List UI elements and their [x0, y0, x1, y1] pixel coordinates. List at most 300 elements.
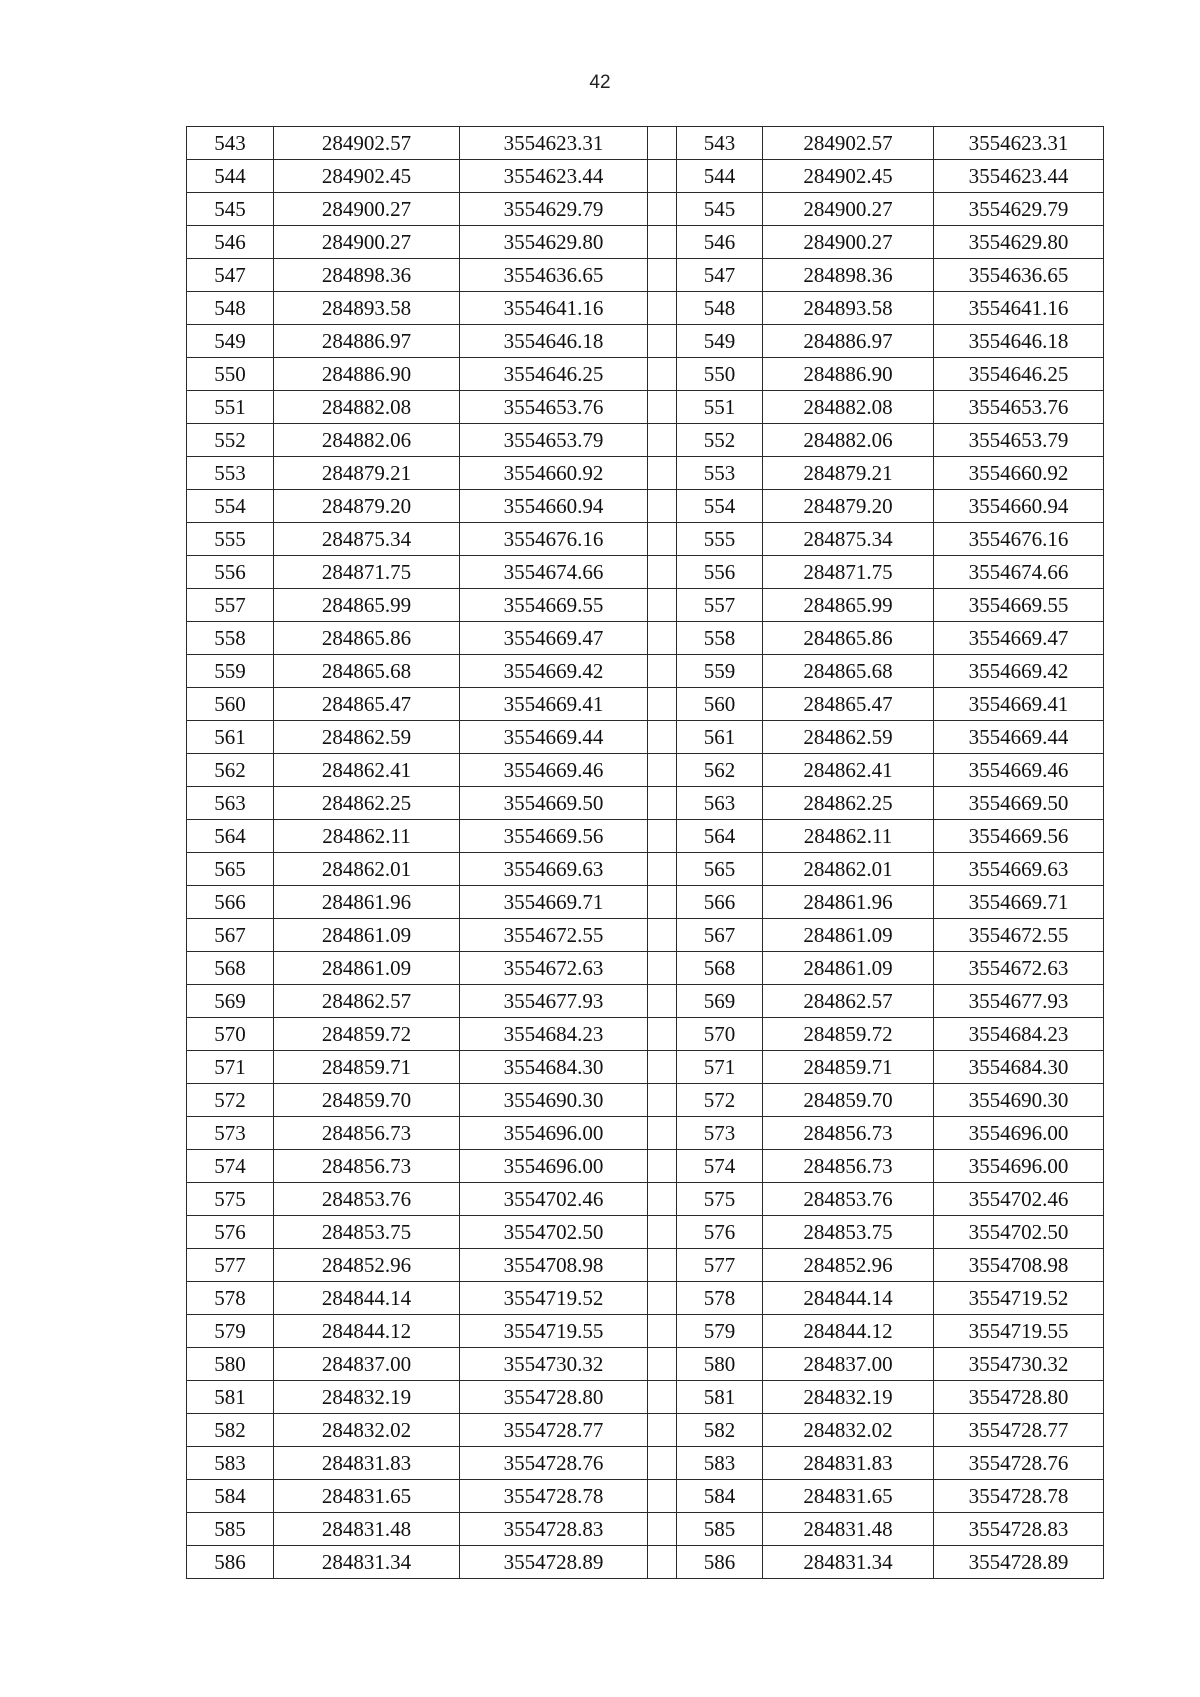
left-y-coordinate-cell: 3554623.44: [460, 160, 648, 193]
right-y-coordinate-cell: 3554660.94: [934, 490, 1104, 523]
table-row: [187, 1051, 1104, 1084]
right-x-coordinate-cell: 284862.25: [763, 787, 934, 820]
right-point-number-cell: 586: [677, 1546, 763, 1579]
left-y-coordinate-cell: 3554669.46: [460, 754, 648, 787]
mid-spacer-cell: [648, 556, 677, 589]
left-y-coordinate-cell: 3554728.80: [460, 1381, 648, 1414]
left-point-number-cell: 576: [187, 1216, 274, 1249]
table-row: [187, 1183, 1104, 1216]
left-y-coordinate-cell: 3554669.56: [460, 820, 648, 853]
table-row: [187, 358, 1104, 391]
right-y-coordinate-cell: 3554728.78: [934, 1480, 1104, 1513]
left-x-coordinate-cell: 284886.90: [274, 358, 460, 391]
table-row: [187, 1414, 1104, 1447]
right-x-coordinate-cell: 284859.72: [763, 1018, 934, 1051]
right-point-number-cell: 569: [677, 985, 763, 1018]
left-x-coordinate-cell: 284862.57: [274, 985, 460, 1018]
left-point-number-cell: 559: [187, 655, 274, 688]
left-point-number-cell: 545: [187, 193, 274, 226]
right-x-coordinate-cell: 284900.27: [763, 226, 934, 259]
right-point-number-cell: 575: [677, 1183, 763, 1216]
right-y-coordinate-cell: 3554646.18: [934, 325, 1104, 358]
right-point-number-cell: 552: [677, 424, 763, 457]
left-point-number-cell: 586: [187, 1546, 274, 1579]
left-y-coordinate-cell: 3554646.18: [460, 325, 648, 358]
mid-spacer-cell: [648, 721, 677, 754]
left-y-coordinate-cell: 3554690.30: [460, 1084, 648, 1117]
left-point-number-cell: 581: [187, 1381, 274, 1414]
table-row: [187, 160, 1104, 193]
left-point-number-cell: 553: [187, 457, 274, 490]
right-point-number-cell: 553: [677, 457, 763, 490]
right-y-coordinate-cell: 3554669.46: [934, 754, 1104, 787]
table-row: [187, 193, 1104, 226]
left-point-number-cell: 577: [187, 1249, 274, 1282]
left-y-coordinate-cell: 3554728.76: [460, 1447, 648, 1480]
table-row: [187, 457, 1104, 490]
right-point-number-cell: 559: [677, 655, 763, 688]
right-point-number-cell: 544: [677, 160, 763, 193]
mid-spacer-cell: [648, 589, 677, 622]
right-y-coordinate-cell: 3554669.71: [934, 886, 1104, 919]
left-x-coordinate-cell: 284865.99: [274, 589, 460, 622]
left-x-coordinate-cell: 284831.48: [274, 1513, 460, 1546]
right-point-number-cell: 573: [677, 1117, 763, 1150]
left-point-number-cell: 552: [187, 424, 274, 457]
left-y-coordinate-cell: 3554669.55: [460, 589, 648, 622]
right-x-coordinate-cell: 284861.96: [763, 886, 934, 919]
left-y-coordinate-cell: 3554669.71: [460, 886, 648, 919]
mid-spacer-cell: [648, 919, 677, 952]
table-row: [187, 820, 1104, 853]
left-point-number-cell: 548: [187, 292, 274, 325]
mid-spacer-cell: [648, 1249, 677, 1282]
left-point-number-cell: 562: [187, 754, 274, 787]
right-point-number-cell: 562: [677, 754, 763, 787]
right-y-coordinate-cell: 3554684.23: [934, 1018, 1104, 1051]
right-point-number-cell: 564: [677, 820, 763, 853]
left-x-coordinate-cell: 284831.83: [274, 1447, 460, 1480]
right-x-coordinate-cell: 284853.75: [763, 1216, 934, 1249]
page-number: 42: [589, 72, 611, 93]
left-y-coordinate-cell: 3554708.98: [460, 1249, 648, 1282]
right-x-coordinate-cell: 284862.59: [763, 721, 934, 754]
left-x-coordinate-cell: 284871.75: [274, 556, 460, 589]
mid-spacer-cell: [648, 853, 677, 886]
left-x-coordinate-cell: 284862.01: [274, 853, 460, 886]
left-point-number-cell: 543: [187, 127, 274, 160]
mid-spacer-cell: [648, 1117, 677, 1150]
right-x-coordinate-cell: 284871.75: [763, 556, 934, 589]
right-y-coordinate-cell: 3554677.93: [934, 985, 1104, 1018]
right-x-coordinate-cell: 284856.73: [763, 1117, 934, 1150]
right-point-number-cell: 578: [677, 1282, 763, 1315]
right-x-coordinate-cell: 284865.47: [763, 688, 934, 721]
mid-spacer-cell: [648, 1150, 677, 1183]
right-x-coordinate-cell: 284865.86: [763, 622, 934, 655]
right-x-coordinate-cell: 284865.68: [763, 655, 934, 688]
left-y-coordinate-cell: 3554728.89: [460, 1546, 648, 1579]
table-row: [187, 292, 1104, 325]
right-point-number-cell: 549: [677, 325, 763, 358]
mid-spacer-cell: [648, 820, 677, 853]
right-y-coordinate-cell: 3554653.76: [934, 391, 1104, 424]
left-x-coordinate-cell: 284865.86: [274, 622, 460, 655]
right-x-coordinate-cell: 284831.83: [763, 1447, 934, 1480]
mid-spacer-cell: [648, 1282, 677, 1315]
right-x-coordinate-cell: 284837.00: [763, 1348, 934, 1381]
right-y-coordinate-cell: 3554719.52: [934, 1282, 1104, 1315]
right-x-coordinate-cell: 284902.45: [763, 160, 934, 193]
coordinates-table-body: [187, 127, 1104, 1579]
left-y-coordinate-cell: 3554702.46: [460, 1183, 648, 1216]
left-x-coordinate-cell: 284852.96: [274, 1249, 460, 1282]
table-row: [187, 589, 1104, 622]
right-point-number-cell: 558: [677, 622, 763, 655]
right-y-coordinate-cell: 3554702.46: [934, 1183, 1104, 1216]
right-y-coordinate-cell: 3554730.32: [934, 1348, 1104, 1381]
mid-spacer-cell: [648, 1513, 677, 1546]
right-y-coordinate-cell: 3554623.31: [934, 127, 1104, 160]
left-y-coordinate-cell: 3554684.23: [460, 1018, 648, 1051]
left-x-coordinate-cell: 284859.70: [274, 1084, 460, 1117]
table-row: [187, 1348, 1104, 1381]
left-x-coordinate-cell: 284844.12: [274, 1315, 460, 1348]
left-y-coordinate-cell: 3554669.50: [460, 787, 648, 820]
left-x-coordinate-cell: 284861.09: [274, 952, 460, 985]
left-x-coordinate-cell: 284832.19: [274, 1381, 460, 1414]
left-point-number-cell: 551: [187, 391, 274, 424]
table-row: [187, 1249, 1104, 1282]
left-point-number-cell: 580: [187, 1348, 274, 1381]
right-x-coordinate-cell: 284852.96: [763, 1249, 934, 1282]
table-row: [187, 391, 1104, 424]
right-y-coordinate-cell: 3554696.00: [934, 1150, 1104, 1183]
mid-spacer-cell: [648, 1183, 677, 1216]
left-x-coordinate-cell: 284856.73: [274, 1117, 460, 1150]
right-y-coordinate-cell: 3554669.56: [934, 820, 1104, 853]
left-point-number-cell: 547: [187, 259, 274, 292]
mid-spacer-cell: [648, 1414, 677, 1447]
left-y-coordinate-cell: 3554660.94: [460, 490, 648, 523]
left-point-number-cell: 568: [187, 952, 274, 985]
left-y-coordinate-cell: 3554676.16: [460, 523, 648, 556]
right-x-coordinate-cell: 284865.99: [763, 589, 934, 622]
left-x-coordinate-cell: 284832.02: [274, 1414, 460, 1447]
left-point-number-cell: 556: [187, 556, 274, 589]
right-y-coordinate-cell: 3554646.25: [934, 358, 1104, 391]
left-point-number-cell: 570: [187, 1018, 274, 1051]
mid-spacer-cell: [648, 193, 677, 226]
mid-spacer-cell: [648, 787, 677, 820]
mid-spacer-cell: [648, 457, 677, 490]
mid-spacer-cell: [648, 1381, 677, 1414]
left-x-coordinate-cell: 284893.58: [274, 292, 460, 325]
right-x-coordinate-cell: 284886.90: [763, 358, 934, 391]
right-x-coordinate-cell: 284862.01: [763, 853, 934, 886]
left-point-number-cell: 549: [187, 325, 274, 358]
right-x-coordinate-cell: 284893.58: [763, 292, 934, 325]
left-point-number-cell: 555: [187, 523, 274, 556]
mid-spacer-cell: [648, 259, 677, 292]
right-x-coordinate-cell: 284844.12: [763, 1315, 934, 1348]
right-y-coordinate-cell: 3554676.16: [934, 523, 1104, 556]
left-y-coordinate-cell: 3554696.00: [460, 1117, 648, 1150]
mid-spacer-cell: [648, 292, 677, 325]
left-x-coordinate-cell: 284862.25: [274, 787, 460, 820]
right-y-coordinate-cell: 3554660.92: [934, 457, 1104, 490]
table-row: [187, 721, 1104, 754]
right-y-coordinate-cell: 3554669.50: [934, 787, 1104, 820]
left-x-coordinate-cell: 284882.08: [274, 391, 460, 424]
table-row: [187, 1513, 1104, 1546]
table-row: [187, 1546, 1104, 1579]
mid-spacer-cell: [648, 490, 677, 523]
right-point-number-cell: 585: [677, 1513, 763, 1546]
right-point-number-cell: 557: [677, 589, 763, 622]
right-point-number-cell: 543: [677, 127, 763, 160]
left-x-coordinate-cell: 284861.09: [274, 919, 460, 952]
left-y-coordinate-cell: 3554629.80: [460, 226, 648, 259]
left-x-coordinate-cell: 284900.27: [274, 193, 460, 226]
left-y-coordinate-cell: 3554702.50: [460, 1216, 648, 1249]
mid-spacer-cell: [648, 358, 677, 391]
left-point-number-cell: 564: [187, 820, 274, 853]
right-point-number-cell: 561: [677, 721, 763, 754]
left-y-coordinate-cell: 3554653.76: [460, 391, 648, 424]
left-y-coordinate-cell: 3554672.55: [460, 919, 648, 952]
left-point-number-cell: 558: [187, 622, 274, 655]
left-point-number-cell: 565: [187, 853, 274, 886]
table-row: [187, 886, 1104, 919]
mid-spacer-cell: [648, 1051, 677, 1084]
right-x-coordinate-cell: 284902.57: [763, 127, 934, 160]
right-x-coordinate-cell: 284831.65: [763, 1480, 934, 1513]
right-point-number-cell: 570: [677, 1018, 763, 1051]
left-point-number-cell: 544: [187, 160, 274, 193]
table-row: [187, 259, 1104, 292]
left-x-coordinate-cell: 284882.06: [274, 424, 460, 457]
left-y-coordinate-cell: 3554641.16: [460, 292, 648, 325]
right-x-coordinate-cell: 284861.09: [763, 952, 934, 985]
left-y-coordinate-cell: 3554660.92: [460, 457, 648, 490]
left-point-number-cell: 567: [187, 919, 274, 952]
left-point-number-cell: 561: [187, 721, 274, 754]
right-point-number-cell: 568: [677, 952, 763, 985]
left-y-coordinate-cell: 3554730.32: [460, 1348, 648, 1381]
left-y-coordinate-cell: 3554674.66: [460, 556, 648, 589]
right-y-coordinate-cell: 3554702.50: [934, 1216, 1104, 1249]
left-y-coordinate-cell: 3554629.79: [460, 193, 648, 226]
left-y-coordinate-cell: 3554623.31: [460, 127, 648, 160]
right-y-coordinate-cell: 3554696.00: [934, 1117, 1104, 1150]
mid-spacer-cell: [648, 1480, 677, 1513]
right-y-coordinate-cell: 3554669.41: [934, 688, 1104, 721]
right-y-coordinate-cell: 3554669.55: [934, 589, 1104, 622]
left-x-coordinate-cell: 284865.47: [274, 688, 460, 721]
left-y-coordinate-cell: 3554669.44: [460, 721, 648, 754]
table-row: [187, 127, 1104, 160]
left-x-coordinate-cell: 284844.14: [274, 1282, 460, 1315]
right-point-number-cell: 579: [677, 1315, 763, 1348]
right-point-number-cell: 566: [677, 886, 763, 919]
table-row: [187, 952, 1104, 985]
mid-spacer-cell: [648, 424, 677, 457]
table-row: [187, 985, 1104, 1018]
left-y-coordinate-cell: 3554696.00: [460, 1150, 648, 1183]
left-point-number-cell: 582: [187, 1414, 274, 1447]
right-y-coordinate-cell: 3554728.80: [934, 1381, 1104, 1414]
mid-spacer-cell: [648, 226, 677, 259]
right-point-number-cell: 565: [677, 853, 763, 886]
right-point-number-cell: 584: [677, 1480, 763, 1513]
right-point-number-cell: 563: [677, 787, 763, 820]
mid-spacer-cell: [648, 985, 677, 1018]
left-point-number-cell: 575: [187, 1183, 274, 1216]
left-point-number-cell: 583: [187, 1447, 274, 1480]
mid-spacer-cell: [648, 622, 677, 655]
right-point-number-cell: 572: [677, 1084, 763, 1117]
right-x-coordinate-cell: 284832.19: [763, 1381, 934, 1414]
right-point-number-cell: 571: [677, 1051, 763, 1084]
right-y-coordinate-cell: 3554629.79: [934, 193, 1104, 226]
right-point-number-cell: 580: [677, 1348, 763, 1381]
mid-spacer-cell: [648, 1348, 677, 1381]
table-row: [187, 622, 1104, 655]
mid-spacer-cell: [648, 1546, 677, 1579]
table-row: [187, 919, 1104, 952]
left-x-coordinate-cell: 284902.57: [274, 127, 460, 160]
left-point-number-cell: 566: [187, 886, 274, 919]
right-y-coordinate-cell: 3554674.66: [934, 556, 1104, 589]
left-x-coordinate-cell: 284859.71: [274, 1051, 460, 1084]
mid-spacer-cell: [648, 523, 677, 556]
left-y-coordinate-cell: 3554669.42: [460, 655, 648, 688]
right-y-coordinate-cell: 3554653.79: [934, 424, 1104, 457]
right-y-coordinate-cell: 3554719.55: [934, 1315, 1104, 1348]
left-point-number-cell: 546: [187, 226, 274, 259]
right-y-coordinate-cell: 3554684.30: [934, 1051, 1104, 1084]
mid-spacer-cell: [648, 1018, 677, 1051]
left-x-coordinate-cell: 284862.41: [274, 754, 460, 787]
left-x-coordinate-cell: 284862.59: [274, 721, 460, 754]
left-y-coordinate-cell: 3554728.83: [460, 1513, 648, 1546]
left-x-coordinate-cell: 284853.75: [274, 1216, 460, 1249]
left-x-coordinate-cell: 284865.68: [274, 655, 460, 688]
right-x-coordinate-cell: 284859.71: [763, 1051, 934, 1084]
right-point-number-cell: 545: [677, 193, 763, 226]
right-point-number-cell: 583: [677, 1447, 763, 1480]
mid-spacer-cell: [648, 886, 677, 919]
left-point-number-cell: 563: [187, 787, 274, 820]
right-y-coordinate-cell: 3554728.89: [934, 1546, 1104, 1579]
left-x-coordinate-cell: 284875.34: [274, 523, 460, 556]
left-y-coordinate-cell: 3554719.55: [460, 1315, 648, 1348]
mid-spacer-cell: [648, 1447, 677, 1480]
table-row: [187, 556, 1104, 589]
right-x-coordinate-cell: 284832.02: [763, 1414, 934, 1447]
right-y-coordinate-cell: 3554641.16: [934, 292, 1104, 325]
right-point-number-cell: 554: [677, 490, 763, 523]
right-x-coordinate-cell: 284853.76: [763, 1183, 934, 1216]
mid-spacer-cell: [648, 127, 677, 160]
left-x-coordinate-cell: 284879.20: [274, 490, 460, 523]
right-y-coordinate-cell: 3554690.30: [934, 1084, 1104, 1117]
right-x-coordinate-cell: 284844.14: [763, 1282, 934, 1315]
left-y-coordinate-cell: 3554728.78: [460, 1480, 648, 1513]
table-row: [187, 1084, 1104, 1117]
right-point-number-cell: 556: [677, 556, 763, 589]
right-x-coordinate-cell: 284856.73: [763, 1150, 934, 1183]
table-row: [187, 1216, 1104, 1249]
right-y-coordinate-cell: 3554669.63: [934, 853, 1104, 886]
left-x-coordinate-cell: 284831.65: [274, 1480, 460, 1513]
right-y-coordinate-cell: 3554672.63: [934, 952, 1104, 985]
mid-spacer-cell: [648, 391, 677, 424]
left-point-number-cell: 579: [187, 1315, 274, 1348]
left-y-coordinate-cell: 3554669.63: [460, 853, 648, 886]
right-x-coordinate-cell: 284831.48: [763, 1513, 934, 1546]
left-point-number-cell: 585: [187, 1513, 274, 1546]
right-y-coordinate-cell: 3554728.83: [934, 1513, 1104, 1546]
left-y-coordinate-cell: 3554669.41: [460, 688, 648, 721]
left-y-coordinate-cell: 3554669.47: [460, 622, 648, 655]
left-point-number-cell: 572: [187, 1084, 274, 1117]
right-point-number-cell: 551: [677, 391, 763, 424]
mid-spacer-cell: [648, 952, 677, 985]
mid-spacer-cell: [648, 1216, 677, 1249]
coordinates-table: [186, 126, 1104, 1579]
left-x-coordinate-cell: 284853.76: [274, 1183, 460, 1216]
right-x-coordinate-cell: 284862.57: [763, 985, 934, 1018]
left-y-coordinate-cell: 3554728.77: [460, 1414, 648, 1447]
table-row: [187, 1480, 1104, 1513]
right-x-coordinate-cell: 284879.21: [763, 457, 934, 490]
left-point-number-cell: 578: [187, 1282, 274, 1315]
right-x-coordinate-cell: 284886.97: [763, 325, 934, 358]
left-x-coordinate-cell: 284902.45: [274, 160, 460, 193]
left-point-number-cell: 571: [187, 1051, 274, 1084]
right-x-coordinate-cell: 284882.08: [763, 391, 934, 424]
right-x-coordinate-cell: 284900.27: [763, 193, 934, 226]
table-row: [187, 490, 1104, 523]
left-x-coordinate-cell: 284859.72: [274, 1018, 460, 1051]
table-row: [187, 226, 1104, 259]
left-y-coordinate-cell: 3554653.79: [460, 424, 648, 457]
right-x-coordinate-cell: 284882.06: [763, 424, 934, 457]
right-point-number-cell: 581: [677, 1381, 763, 1414]
right-y-coordinate-cell: 3554672.55: [934, 919, 1104, 952]
table-row: [187, 1447, 1104, 1480]
table-row: [187, 1282, 1104, 1315]
left-point-number-cell: 584: [187, 1480, 274, 1513]
left-x-coordinate-cell: 284831.34: [274, 1546, 460, 1579]
right-point-number-cell: 546: [677, 226, 763, 259]
right-x-coordinate-cell: 284862.11: [763, 820, 934, 853]
table-row: [187, 523, 1104, 556]
left-point-number-cell: 554: [187, 490, 274, 523]
right-y-coordinate-cell: 3554728.77: [934, 1414, 1104, 1447]
right-y-coordinate-cell: 3554728.76: [934, 1447, 1104, 1480]
left-x-coordinate-cell: 284862.11: [274, 820, 460, 853]
right-x-coordinate-cell: 284862.41: [763, 754, 934, 787]
table-row: [187, 1018, 1104, 1051]
left-point-number-cell: 569: [187, 985, 274, 1018]
left-y-coordinate-cell: 3554677.93: [460, 985, 648, 1018]
left-x-coordinate-cell: 284856.73: [274, 1150, 460, 1183]
mid-spacer-cell: [648, 655, 677, 688]
left-point-number-cell: 574: [187, 1150, 274, 1183]
